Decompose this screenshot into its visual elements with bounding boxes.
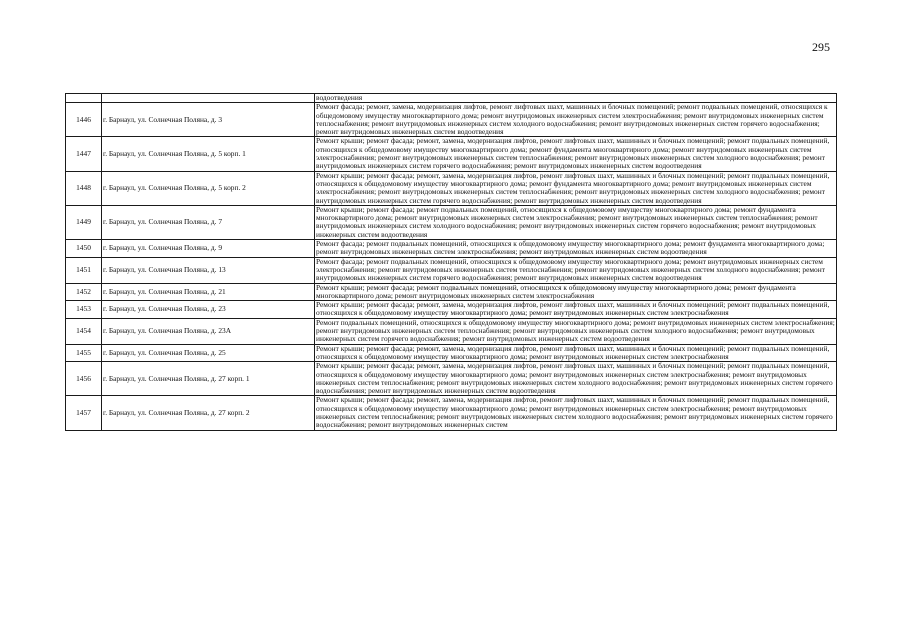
row-number: 1455 (66, 344, 102, 362)
row-works: Ремонт крыши; ремонт фасада; ремонт, замена, модернизация лифтов, ремонт лифтовых шахт, машинных и блочных помещений; ремонт подвальных помещений, относящихся к общедомовому имуществу многоквартирного дома; ремонт фундамента многоквартирного дома; ремонт внутридомовых инженерных систем электроснабжения; ремонт внутридомовых инженерных систем теплоснабжения; ремонт внутридомовых инженерных систем холодного водоснабжения; ремонт внутридомовых инженерных систем горячего водоснабжения; ремонт внутридомовых инженерных систем водоотведения (315, 137, 837, 171)
row-number: 1447 (66, 137, 102, 171)
row-address: г. Барнаул, ул. Солнечная Поляна, д. 23А (102, 318, 315, 344)
row-works: Ремонт крыши; ремонт фасада; ремонт подвальных помещений, относящихся к общедомовому имуществу многоквартирного дома; ремонт фундамента многоквартирного дома; ремонт внутридомовых инженерных систем электроснабжения (315, 283, 837, 301)
row-works: Ремонт подвальных помещений, относящихся к общедомовому имуществу многоквартирного дома; ремонт внутридомовых инженерных систем электроснабжения; ремонт внутридомовых инженерных систем теплоснабжения; ремонт внутридомовых инженерных систем холодного водоснабжения; ремонт внутридомовых инженерных систем горячего водоснабжения; ремонт внутридомовых инженерных систем водоотведения (316, 317, 835, 344)
table-row (66, 257, 837, 283)
row-number: 1450 (66, 240, 102, 258)
row-works: Ремонт крыши; ремонт фасада; ремонт, замена, модернизация лифтов, ремонт лифтовых шахт, машинных и блочных помещений; ремонт подвальных помещений, относящихся к общедомовому имуществу многоквартирного дома; ремонт внутридомовых инженерных систем электроснабжения (315, 301, 837, 319)
row-works: Ремонт фасада; ремонт подвальных помещений, относящихся к общедомовому имуществу многоквартирного дома; ремонт внутридомовых инженерных систем электроснабжения; ремонт внутридомовых инженерных систем теплоснабжения; ремонт внутридомовых инженерных систем холодного водоснабжения; ремонт внутридомовых инженерных систем горячего водоснабжения; ремонт внутридомовых инженерных систем водоотведения (315, 257, 837, 283)
table-row (66, 240, 837, 258)
row-address: г. Барнаул, ул. Солнечная Поляна, д. 5 корп. 1 (102, 137, 315, 171)
table-row (66, 205, 837, 239)
row-number: 1454 (66, 318, 102, 344)
row-number: 1451 (66, 257, 102, 283)
row-number: 1453 (66, 301, 102, 319)
row-address: г. Барнаул, ул. Солнечная Поляна, д. 5 корп. 2 (102, 171, 315, 205)
repair-register-table (65, 93, 837, 431)
table-row (66, 344, 837, 362)
row-works: Ремонт фасада; ремонт подвальных помещений, относящихся к общедомовому имуществу многоквартирного дома; ремонт фундамента многоквартирного дома; ремонт внутридомовых инженерных систем электроснабжения; ремонт внутридомовых инженерных систем водоотведения (315, 240, 837, 258)
row-number: 1446 (66, 103, 102, 137)
table-row (66, 362, 837, 396)
row-number: 1448 (66, 171, 102, 205)
row-address: г. Барнаул, ул. Солнечная Поляна, д. 7 (102, 205, 315, 239)
row-works: Ремонт крыши; ремонт фасада; ремонт, замена, модернизация лифтов, ремонт лифтовых шахт, машинных и блочных помещений; ремонт подвальных помещений, относящихся к общедомовому имуществу многоквартирного дома; ремонт внутридомовых инженерных систем электроснабжения; ремонт внутридомовых инженерных систем теплоснабжения; ремонт внутридомовых инженерных систем холодного водоснабжения; ремонт внутридомовых инженерных систем горячего водоснабжения; ремонт внутридомовых инженерных систем (315, 396, 837, 430)
row-address: г. Барнаул, ул. Солнечная Поляна, д. 21 (102, 283, 315, 301)
table-row (66, 137, 837, 171)
row-number (66, 94, 102, 103)
table-row (66, 301, 837, 319)
row-works: Ремонт крыши; ремонт фасада; ремонт подвальных помещений, относящихся к общедомовому имуществу многоквартирного дома; ремонт фундамента многоквартирного дома; ремонт внутридомовых инженерных систем электроснабжения; ремонт внутридомовых инженерных систем теплоснабжения; ремонт внутридомовых инженерных систем холодного водоснабжения; ремонт внутридомовых инженерных систем горячего водоснабжения; ремонт внутридомовых инженерных систем водоотведения (315, 205, 837, 239)
row-address: г. Барнаул, ул. Солнечная Поляна, д. 9 (102, 240, 315, 258)
row-works: Ремонт крыши; ремонт фасада; ремонт, замена, модернизация лифтов, ремонт лифтовых шахт, машинных и блочных помещений; ремонт подвальных помещений, относящихся к общедомовому имуществу многоквартирного дома; ремонт фундамента многоквартирного дома; ремонт внутридомовых инженерных систем электроснабжения; ремонт внутридомовых инженерных систем теплоснабжения; ремонт внутридомовых инженерных систем холодного водоснабжения; ремонт внутридомовых инженерных систем горячего водоснабжения; ремонт внутридомовых инженерных систем водоотведения (315, 171, 837, 205)
table-row (66, 318, 837, 344)
row-number: 1456 (66, 362, 102, 396)
page-number: 295 (812, 40, 830, 54)
row-address: г. Барнаул, ул. Солнечная Поляна, д. 3 (102, 103, 315, 137)
row-works: Ремонт крыши; ремонт фасада; ремонт, замена, модернизация лифтов, ремонт лифтовых шахт, машинных и блочных помещений; ремонт подвальных помещений, относящихся к общедомовому имуществу многоквартирного дома; ремонт внутридомовых инженерных систем электроснабжения; ремонт внутридомовых инженерных систем теплоснабжения; ремонт внутридомовых инженерных систем холодного водоснабжения; ремонт внутридомовых инженерных систем горячего водоснабжения; ремонт внутридомовых инженерных систем водоотведения (315, 362, 837, 396)
row-address: г. Барнаул, ул. Солнечная Поляна, д. 13 (102, 257, 315, 283)
row-works: водоотведения (315, 94, 837, 103)
row-works: Ремонт крыши; ремонт фасада; ремонт, замена, модернизация лифтов, ремонт лифтовых шахт, машинных и блочных помещений; ремонт подвальных помещений, относящихся к общедомовому имуществу многоквартирного дома; ремонт внутридомовых инженерных систем электроснабжения (315, 344, 837, 362)
row-address: г. Барнаул, ул. Солнечная Поляна, д. 23 (102, 301, 315, 319)
table-row (66, 171, 837, 205)
row-address: г. Барнаул, ул. Солнечная Поляна, д. 25 (102, 344, 315, 362)
table-row (66, 396, 837, 430)
row-address (102, 94, 315, 103)
table-row (66, 103, 837, 137)
row-number: 1449 (66, 205, 102, 239)
row-number: 1452 (66, 283, 102, 301)
row-address: г. Барнаул, ул. Солнечная Поляна, д. 27 корп. 2 (102, 396, 315, 430)
table-row (66, 283, 837, 301)
row-address: г. Барнаул, ул. Солнечная Поляна, д. 27 корп. 1 (102, 362, 315, 396)
row-works: Ремонт фасада; ремонт, замена, модернизация лифтов, ремонт лифтовых шахт, машинных и блочных помещений; ремонт подвальных помещений, относящихся к общедомовому имуществу многоквартирного дома; ремонт внутридомовых инженерных систем электроснабжения; ремонт внутридомовых инженерных систем теплоснабжения; ремонт внутридомовых инженерных систем холодного водоснабжения; ремонт внутридомовых инженерных систем горячего водоснабжения; ремонт внутридомовых инженерных систем водоотведения (315, 103, 837, 137)
row-number: 1457 (66, 396, 102, 430)
